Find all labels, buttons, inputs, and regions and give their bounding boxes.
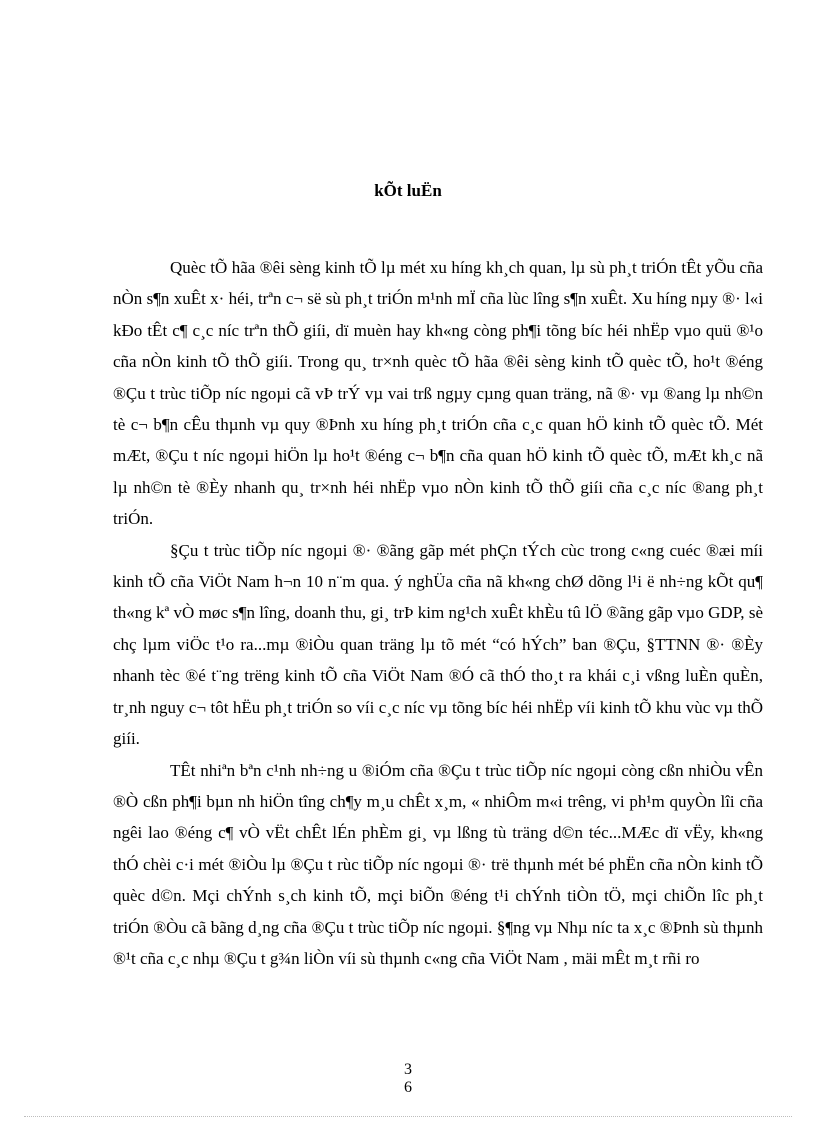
document-title: kÕt luËn	[374, 181, 442, 200]
paragraph-1: Quèc tÕ hãa ®êi sèng kinh tÕ lµ mét xu híng kh¸ch quan, lµ sù ph¸t triÓn tÊt yÕu cña nÒn s¶n xuÊt x· héi, trªn c¬ së sù ph¸t triÓn m¹nh mÏ cña lùc lîng s¶n xuÊt. Xu híng nµy ®· l«i kÐo tÊt c¶ c¸c níc trªn thÕ giíi, dï muèn hay kh«ng còng ph¶i tõng bíc héi nhËp vµo quü ®¹o cña nÒn kinh tÕ thÕ giíi. Trong qu¸ tr×nh quèc tÕ hãa ®êi sèng kinh tÕ quèc tÕ, ho¹t ®éng ®Çu t trùc tiÕp níc ngoµi cã vÞ trÝ vµ vai trß ngµy cµng quan träng, nã ®· vµ ®ang lµ nh©n tè c¬ b¶n cÊu thµnh vµ quy ®Þnh xu híng ph¸t triÓn cña c¸c quan hÖ kinh tÕ quèc tÕ. Mét mÆt, ®Çu t níc ngoµi hiÖn lµ ho¹t ®éng c¬ b¶n cña quan hÖ kinh tÕ quèc tÕ, mÆt kh¸c nã lµ nh©n tè ®Èy nhanh qu¸ tr×nh héi nhËp vµo nÒn kinh tÕ thÕ giíi cña c¸c níc ®ang ph¸t triÓn.	[113, 258, 763, 529]
paragraph-3: TÊt nhiªn bªn c¹nh nh÷ng u ®iÓm cña ®Çu t trùc tiÕp níc ngoµi còng cßn nhiÒu vÊn ®Ò cßn ph¶i bµn nh hiÖn tîng ch¶y m¸u chÊt x¸m, « nhiÔm m«i trêng, vi ph¹m quyÒn lîi cña ngêi lao ®éng c¶ vÒ vËt chÊt lÉn phÈm gi¸ vµ lßng tù träng d©n téc...MÆc dï vËy, kh«ng thÓ chèi c·i mét ®iÒu lµ ®Çu t rùc tiÕp níc ngoµi ®· trë thµnh mét bé phËn cña nÒn kinh tÕ quèc d©n. Mçi chÝnh s¸ch kinh tÕ, mçi biÕn ®éng t¹i chÝnh tiÒn tÖ, mçi chiÕn lîc ph¸t triÓn ®Òu cã bãng d¸ng cña ®Çu t trùc tiÕp níc ngoµi. §¶ng vµ Nhµ níc ta x¸c ®Þnh sù thµnh ®¹t cña c¸c nhµ ®Çu t g¾n liÒn víi sù thµnh c«ng cña ViÖt Nam , mäi mÊt m¸t rñi ro	[113, 760, 763, 968]
page-number	[0, 1061, 816, 1097]
page-bottom-divider	[24, 1116, 792, 1117]
page-number-line-2: 6	[404, 1079, 412, 1096]
paragraph-2: §Çu t trùc tiÕp níc ngoµi ®· ®ãng gãp mét phÇn tÝch cùc trong c«ng cuéc ®æi míi kinh tÕ cña ViÖt Nam h¬n 10 n¨m qua. ý nghÜa cña nã kh«ng chØ dõng l¹i ë nh÷ng kÕt qu¶ th«ng kª vÒ møc s¶n lîng, doanh thu, gi¸ trÞ kim ng¹ch xuÊt khÈu tû lÖ ®ãng gãp vµo GDP, sè chç lµm viÖc t¹o ra...mµ ®iÒu quan träng lµ tõ mét “có hÝch” ban ®Çu, §TTNN ®· ®Èy nhanh tèc ®é t¨ng trëng kinh tÕ cña ViÖt Nam ®Ó cã thÓ tho¸t ra khái c¸i vßng luÈn quÈn, tr¸nh nguy c¬ tôt hËu ph¸t triÓn so víi c¸c níc vµ tõng bíc héi nhËp víi kinh tÕ khu vùc vµ thÕ giíi.	[113, 540, 763, 749]
page-number-line-1: 3	[404, 1061, 412, 1078]
document-body	[113, 252, 763, 974]
